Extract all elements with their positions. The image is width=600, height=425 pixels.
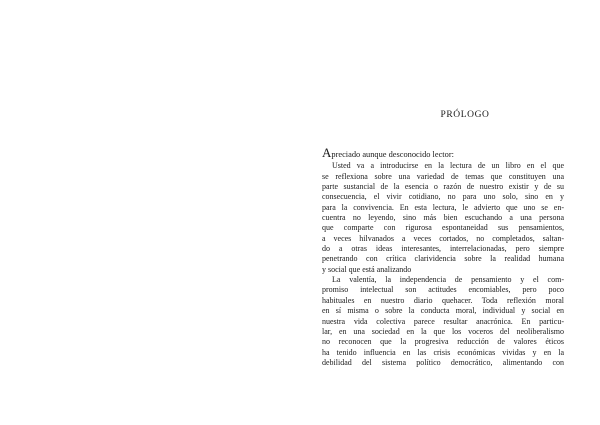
- text-line: en sí misma o sobre la conducta moral, individual y social en: [322, 306, 564, 316]
- text-line: Usted va a introducirse en la lectura de un libro en el que: [332, 161, 564, 171]
- text-line: lar, en una sociedad en la que los voceros del neoliberalismo: [322, 326, 564, 336]
- text-line: y social que está analizando: [322, 264, 412, 274]
- paragraph-lines: [322, 161, 564, 368]
- greeting-line: [322, 145, 564, 160]
- text-line: promiso intelectual son actitudes encomiables, pero poco: [322, 285, 564, 295]
- text-line: debilidad del sistema político democrático, alimentando con: [322, 357, 564, 367]
- greeting-text: preciado aunque desconocido lector:: [331, 150, 454, 159]
- text-line: que comparte con rigurosa espontaneidad sus pensamientos,: [322, 223, 564, 233]
- chapter-heading: PRÓLOGO: [440, 110, 490, 120]
- text-line: a veces hilvanados a veces cortados, no completados, saltan-: [322, 233, 564, 243]
- text-line: no reconocen que la progresiva reducción de valores éticos: [322, 337, 564, 347]
- text-line: nuestra vida colectiva parece resultar anacrónica. En particu-: [322, 316, 564, 326]
- text-line: consecuencia, el vivir cotidiano, no para uno solo, sino en y: [322, 192, 564, 202]
- text-line: parte sustancial de la esencia o razón de nuestro existir y de su: [322, 182, 564, 192]
- text-line: do a otras ideas interesantes, interrelacionadas, pero siempre: [322, 244, 564, 254]
- text-line: ha tenido influencia en las crisis económicas vividas y en la: [322, 347, 564, 357]
- text-line: para la convivencia. En esta lectura, le advierto que uno se en-: [322, 202, 564, 212]
- text-line: se reflexiona sobre una variedad de temas que constituyen una: [322, 171, 564, 181]
- greeting-initial: A: [322, 145, 332, 160]
- body-text: [322, 145, 564, 368]
- text-line: habituales en nuestro diario quehacer. Toda reflexión moral: [322, 295, 564, 305]
- text-line: La valentía, la independencia de pensamiento y el com-: [332, 275, 564, 285]
- text-line: penetrando con crítica clarividencia sobre la realidad humana: [322, 254, 564, 264]
- text-line: cuentra no leyendo, sino más bien escuchando a una persona: [322, 213, 564, 223]
